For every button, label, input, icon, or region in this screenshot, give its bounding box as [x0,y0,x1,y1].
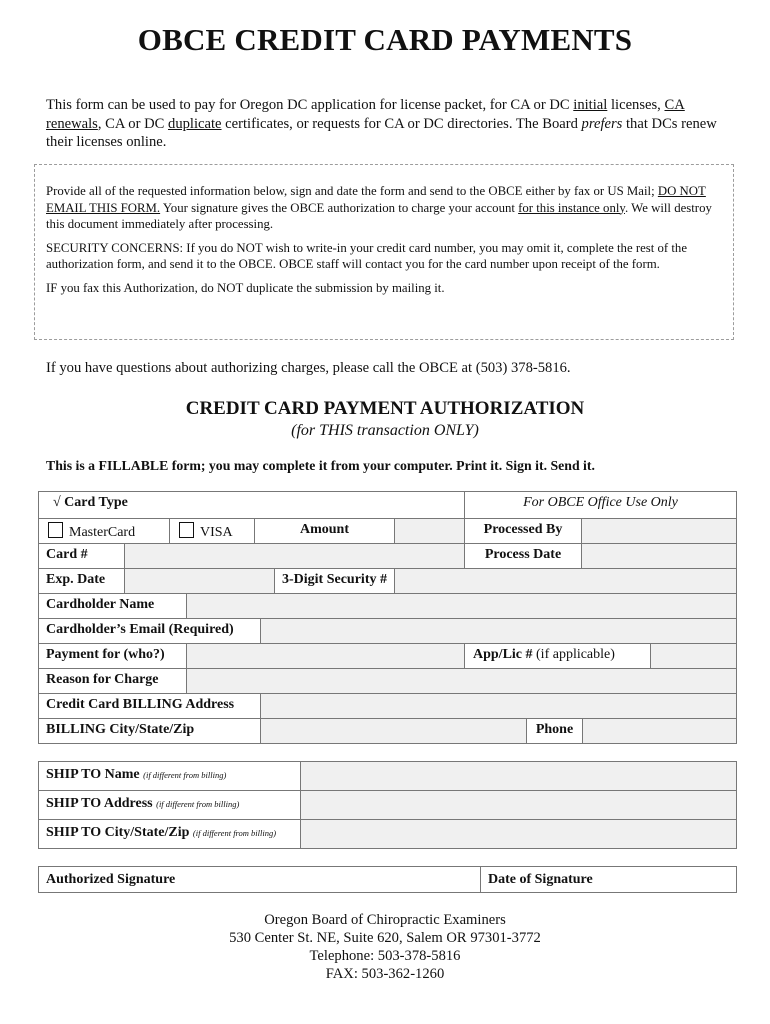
questions-line: If you have questions about authorizing charges, please call the OBCE at (503) 378-5816. [46,360,571,376]
ship-to-table [38,761,737,849]
cardholder-email-input[interactable] [261,619,737,644]
ship-address-input[interactable] [301,791,737,820]
instructions-paragraph [46,183,726,233]
visa-label: VISA [200,525,233,540]
instructions-text: . We will destroy this document immediately after processing. [46,200,712,231]
ship-city-text: SHIP TO City/State/Zip [46,825,190,840]
phone-input[interactable] [583,719,737,744]
authorization-title: CREDIT CARD PAYMENT AUTHORIZATION [185,398,585,419]
card-number-input[interactable] [125,544,465,569]
instance-only-text: for this instance only [518,200,625,215]
footer-telephone: Telephone: 503-378-5816 [309,948,461,964]
amount-input[interactable] [395,519,465,544]
app-lic-label-bold: App/Lic # [473,647,533,662]
process-date-label: Process Date [465,544,582,569]
ship-name-label [39,762,301,791]
security-code-label: 3-Digit Security # [275,569,395,594]
instructions-text: Your signature gives the OBCE authorization to charge your account [160,200,519,215]
authorization-subtitle: (for THIS transaction ONLY) [291,422,479,439]
visa-option[interactable] [170,519,255,544]
intro-prefers: prefers [581,115,623,132]
app-lic-label-note: (if applicable) [532,647,615,662]
intro-text: licenses, [607,97,665,113]
intro-text: , CA or DC [97,115,169,132]
signature-date-field[interactable]: Date of Signature [481,867,737,893]
billing-city-label: BILLING City/State/Zip [39,719,261,744]
intro-text: certificates, or requests for CA or DC directories. The Board [221,115,582,132]
reason-input[interactable] [187,669,737,694]
intro-text: that DCs renew their licenses online. [46,115,717,150]
ship-name-input[interactable] [301,762,737,791]
mastercard-checkbox[interactable] [48,522,63,538]
cardholder-name-input[interactable] [187,594,737,619]
intro-initial: initial [573,97,608,113]
footer-street: 530 Center St. NE, Suite 620, Salem OR 97301-3772 [229,930,541,946]
fillable-note: This is a FILLABLE form; you may complete it from your computer. Print it. Sign it. Send it. [46,458,595,473]
footer-org: Oregon Board of Chiropractic Examiners [264,912,506,928]
fax-paragraph: IF you fax this Authorization, do NOT duplicate the submission by mailing it. [46,280,445,295]
mastercard-option[interactable] [39,519,170,544]
ship-city-note: (if different from billing) [192,828,277,838]
card-type-label: √ Card Type [53,495,128,510]
ship-name-text: SHIP TO Name [46,767,140,782]
ship-address-label [39,791,301,820]
process-date-field[interactable] [582,544,737,569]
intro-paragraph [46,96,722,152]
cardholder-name-label: Cardholder Name [39,594,187,619]
signature-table [38,866,737,893]
security-code-input[interactable] [395,569,737,594]
payment-form-table [38,491,737,744]
instructions-box [34,164,734,340]
instructions-text: Provide all of the requested information below, sign and date the form and send to the OBCE either by fax or US Mail; [46,184,658,198]
billing-city-input[interactable] [261,719,527,744]
ship-name-note: (if different from billing) [143,770,227,780]
payment-for-input[interactable] [187,644,465,669]
exp-date-label: Exp. Date [39,569,125,594]
ship-address-text: SHIP TO Address [46,796,153,811]
authorized-signature-field[interactable]: Authorized Signature [39,867,481,893]
ship-city-input[interactable] [301,820,737,849]
phone-label: Phone [527,719,583,744]
intro-ca-renewals: CA renewals [46,97,685,132]
reason-label: Reason for Charge [39,669,187,694]
payment-for-label: Payment for (who?) [39,644,187,669]
amount-label: Amount [255,519,395,544]
visa-checkbox[interactable] [179,522,194,538]
billing-address-input[interactable] [261,694,737,719]
exp-date-input[interactable] [125,569,275,594]
ship-address-note: (if different from billing) [156,799,240,809]
card-type-header [39,492,465,519]
page-title: OBCE CREDIT CARD PAYMENTS [137,22,633,57]
no-email-warning: DO NOT EMAIL THIS FORM. [46,184,706,215]
processed-by-field[interactable] [582,519,737,544]
billing-address-label: Credit Card BILLING Address [39,694,261,719]
footer-fax: FAX: 503-362-1260 [325,966,445,982]
app-lic-input[interactable] [651,644,737,669]
office-use-header: For OBCE Office Use Only [465,492,737,519]
intro-text: This form can be used to pay for Oregon DC application for license packet, for CA or DC [46,97,574,113]
intro-duplicate: duplicate [168,115,222,132]
cardholder-email-label: Cardholder’s Email (Required) [39,619,261,644]
mastercard-label: MasterCard [69,525,136,540]
processed-by-label: Processed By [465,519,582,544]
app-lic-label [465,644,651,669]
card-number-label: Card # [39,544,125,569]
ship-city-label [39,820,301,849]
security-concerns-paragraph: SECURITY CONCERNS: If you do NOT wish to write-in your credit card number, you may omit it, complete the rest of the authorization form, and send it to the OBCE. OBCE staff will contact you for the card number upon receipt of the form. [46,240,688,271]
footer-address [0,911,770,983]
